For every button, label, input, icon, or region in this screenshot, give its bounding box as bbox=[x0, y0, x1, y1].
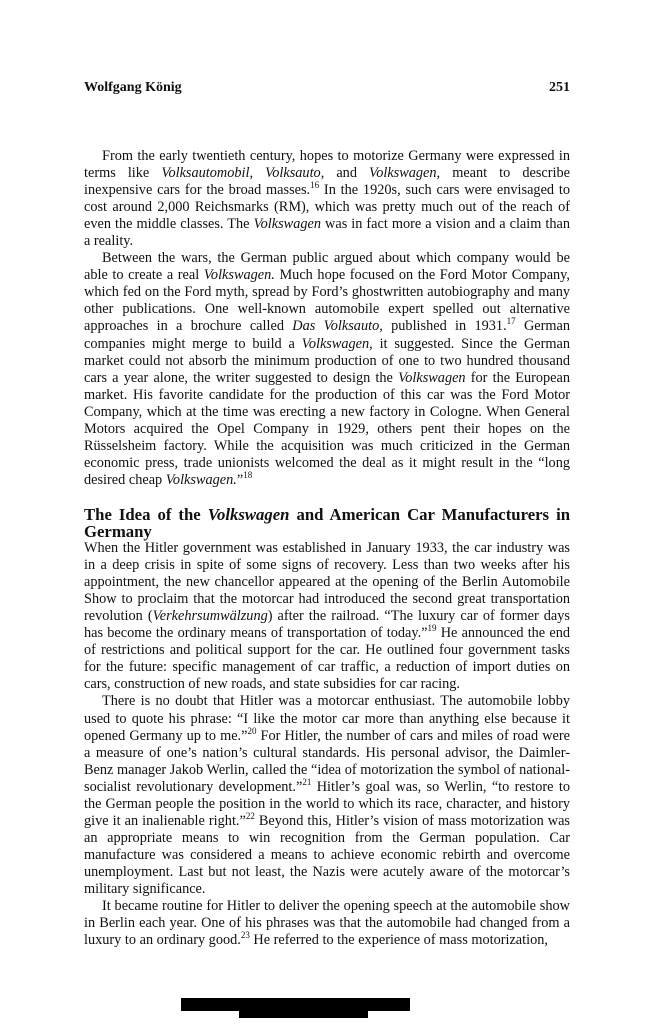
footnote-marker: 19 bbox=[427, 623, 437, 634]
italic-text: Volksautomobil, Volksauto, bbox=[161, 165, 325, 182]
italic-text: Volkswagen. bbox=[203, 267, 275, 284]
text-run: It became routine for Hitler to deliver the opening speech at the automobile show in Berlin each year. One of his phrases was that the automobile had changed from a luxury to an ordinary good. bbox=[84, 898, 570, 949]
article-body bbox=[84, 148, 570, 949]
italic-text: Das Volksauto, bbox=[292, 318, 383, 335]
text-run: ” bbox=[236, 471, 244, 488]
running-header bbox=[84, 80, 570, 96]
italic-text: Volkswagen, bbox=[369, 165, 441, 182]
text-run: meant to describe inexpensive cars for the broad masses. bbox=[84, 165, 570, 199]
text-run: He referred to the experience of mass motorization, bbox=[249, 932, 548, 949]
footnote-marker: 22 bbox=[245, 811, 255, 822]
scan-edge-tab bbox=[239, 1011, 368, 1018]
text-run: There is no doubt that Hitler was a motorcar enthusiast. The automobile lobby used to quote his phrase: “I like the motor car more than anything else because it opened Germany up to me.” bbox=[84, 693, 570, 744]
paragraph bbox=[84, 898, 570, 949]
text-run: The Idea of the bbox=[84, 504, 208, 524]
footnote-marker: 21 bbox=[302, 776, 312, 787]
text-run: He announced the end of restrictions and political support for the car. He outlined four government tasks for the future: specific management of car traffic, a reduction of import duties on cars, construction of new roads, and state subsidies for car racing. bbox=[84, 625, 570, 693]
text-run: ) after the railroad. “The luxury car of former days has become the ordinary means of transportation of today.” bbox=[84, 608, 570, 642]
text-run: German companies might merge to build a bbox=[84, 318, 571, 352]
text-run: From the early twentieth century, hopes to motorize Germany were expressed in terms like bbox=[84, 148, 570, 182]
italic-text: Verkehrsumwälzung bbox=[152, 608, 268, 625]
italic-text: Volkswagen bbox=[398, 369, 466, 386]
italic-text: Volkswagen, bbox=[301, 335, 373, 352]
running-head-author: Wolfgang König bbox=[84, 80, 182, 95]
text-run: and American Car Manufacturers in Germany bbox=[84, 504, 571, 541]
paragraph bbox=[84, 540, 570, 693]
text-run: it suggested. Since the German market could not absorb the minimum production of one to two hundred thousand cars a year alone, the writer suggested to design the bbox=[84, 335, 570, 386]
text-run: Much hope focused on the Ford Motor Company, which fed on the Ford myth, spread by Ford’s ghostwritten autobiography and many other publications. One well-known automobile expert spelled out alternative approaches in a brochure called bbox=[84, 267, 570, 335]
text-run: Hitler’s goal was, so Werlin, “to restore to the German people the position in the world to which its race, character, and history give it an inalienable right.” bbox=[84, 778, 570, 829]
section-heading bbox=[84, 506, 570, 540]
text-run: Between the wars, the German public argued about which company would be able to create a real bbox=[84, 250, 570, 284]
text-run: For Hitler, the number of cars and miles of road were a measure of one’s nation’s cultural standards. His personal advisor, the Daimler-Benz manager Jakob Werlin, called the “idea of motorization the symbol of national-socialist revolutionary development.” bbox=[84, 727, 570, 795]
text-run: In the 1920s, such cars were envisaged to cost around 2,000 Reichsmarks (RM), which was pretty much out of the reach of even the middle classes. The bbox=[84, 182, 570, 233]
footnote-marker: 18 bbox=[243, 470, 253, 481]
text-run: for the European market. His favorite candidate for the production of this car was the Ford Motor Company, which at the time was erecting a new factory in Cologne. When General Motors acquired the Opel Company in 1929, others pent their hopes on the Rüsselsheim factory. While the acquisition was much criticized in the German economic press, trade unionists welcomed the deal as it might result in the “long desired cheap bbox=[84, 369, 571, 488]
text-run: and bbox=[324, 165, 370, 182]
footnote-marker: 23 bbox=[240, 930, 250, 941]
paragraph bbox=[84, 148, 570, 250]
italic-text: Volkswagen bbox=[253, 216, 322, 233]
paragraph bbox=[84, 693, 570, 898]
scan-edge-bar bbox=[181, 998, 410, 1011]
text-run: When the Hitler government was established in January 1933, the car industry was in a deep crisis in spite of some signs of recovery. Less than two weeks after his appointment, the new chancellor appeared at the opening of the Berlin Automobile Show to proclaim that the motorcar had introduced the second great transportation revolution ( bbox=[84, 540, 570, 625]
paragraph bbox=[84, 250, 570, 489]
page-number: 251 bbox=[549, 80, 570, 95]
text-run: published in 1931. bbox=[382, 318, 507, 335]
footnote-marker: 20 bbox=[247, 725, 257, 736]
text-run: was in fact more a vision and a claim than a reality. bbox=[84, 216, 570, 250]
footnote-marker: 16 bbox=[310, 180, 320, 191]
text-run: Beyond this, Hitler’s vision of mass motorization was an appropriate means to win recognition from the German population. Car manufacture was considered a means to achieve economic rebirth and overcome unemployment. Last but not least, the Nazis were acutely aware of the motorcar’s military significance. bbox=[84, 812, 570, 897]
italic-text: Volkswagen. bbox=[165, 471, 237, 488]
italic-text: Volkswagen bbox=[207, 504, 290, 524]
footnote-marker: 17 bbox=[506, 316, 516, 327]
